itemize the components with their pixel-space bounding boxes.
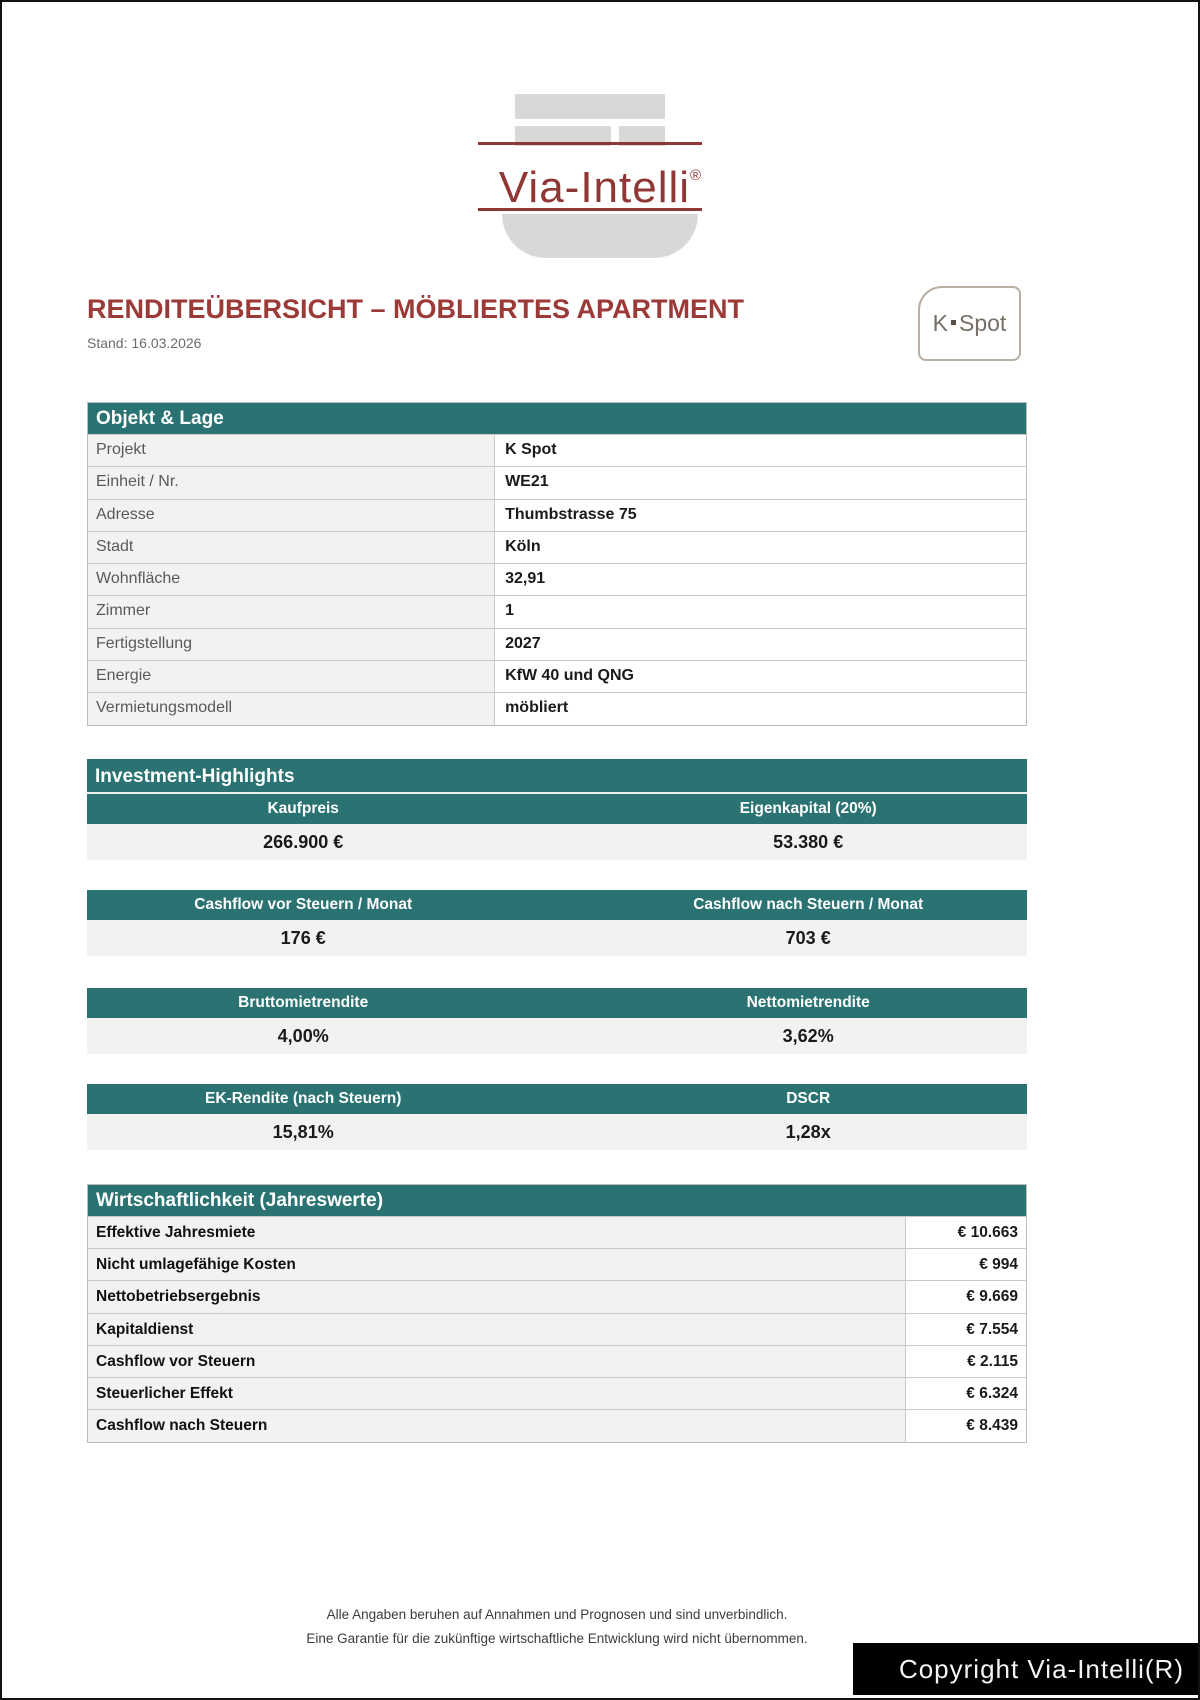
kspot-logo: [918, 286, 1021, 361]
table-row: [88, 628, 1026, 660]
row-value: € 994: [906, 1249, 1026, 1280]
table-row: [88, 1280, 1026, 1312]
row-label: Steuerlicher Effekt: [88, 1378, 906, 1409]
disclaimer-line2: Eine Garantie für die zukünftige wirtschaftliche Entwicklung wird nicht übernommen.: [306, 1630, 808, 1646]
metric-pair-values: [87, 824, 1027, 860]
logo-wordmark: [440, 146, 760, 218]
row-value: KfW 40 und QNG: [495, 661, 1026, 692]
row-label: Nicht umlagefähige Kosten: [88, 1249, 906, 1280]
metric-label: Kaufpreis: [267, 799, 339, 817]
metric-value: 266.900 €: [263, 831, 344, 852]
row-label: Kapitaldienst: [88, 1314, 906, 1345]
metric-pair-header: [87, 794, 1027, 824]
row-label: Energie: [88, 661, 495, 692]
row-value: € 10.663: [906, 1217, 1026, 1248]
logo-name: Via-Intelli: [498, 163, 691, 212]
row-value: € 7.554: [906, 1314, 1026, 1345]
table-row: [88, 1409, 1026, 1441]
logo-masonry-block: [592, 214, 668, 242]
logo-masonry-block: [520, 214, 584, 242]
copyright-bar: Copyright Via-Intelli(R): [853, 1643, 1198, 1695]
via-intelli-logo: [440, 90, 760, 258]
metric-label: DSCR: [786, 1089, 831, 1107]
row-label: Zimmer: [88, 596, 495, 627]
row-label: Projekt: [88, 435, 495, 466]
table-row: [88, 595, 1026, 627]
metric-value: 3,62%: [782, 1025, 834, 1046]
registered-mark: ®: [690, 167, 702, 184]
metric-pair-header: [87, 890, 1027, 920]
title-column: [87, 286, 744, 351]
row-value: € 9.669: [906, 1281, 1026, 1312]
metric-value: 176 €: [280, 927, 326, 948]
cashflow-block: [87, 890, 1027, 956]
table-row: [88, 1345, 1026, 1377]
row-value: Köln: [495, 532, 1026, 563]
table-row: [88, 1313, 1026, 1345]
row-value: € 6.324: [906, 1378, 1026, 1409]
metric-value: 4,00%: [277, 1025, 329, 1046]
row-label: Einheit / Nr.: [88, 467, 495, 498]
row-value: Thumbstrasse 75: [495, 500, 1026, 531]
wirtschaftlichkeit-header: Wirtschaftlichkeit (Jahreswerte): [88, 1185, 1026, 1216]
table-row: [88, 563, 1026, 595]
metric-label: Nettomietrendite: [746, 993, 870, 1011]
row-label: Effektive Jahresmiete: [88, 1217, 906, 1248]
row-label: Cashflow nach Steuern: [88, 1410, 906, 1441]
row-label: Adresse: [88, 500, 495, 531]
table-row: [88, 660, 1026, 692]
row-label: Cashflow vor Steuern: [88, 1346, 906, 1377]
header-row: [87, 286, 1021, 362]
metric-pair-values: [87, 920, 1027, 956]
investment-highlights-block: [87, 759, 1027, 860]
metric-label: Cashflow nach Steuern / Monat: [693, 895, 924, 913]
table-row: [88, 1377, 1026, 1409]
row-value: 2027: [495, 629, 1026, 660]
objekt-lage-table: [87, 402, 1027, 726]
table-row: [88, 692, 1026, 724]
table-row: [88, 1248, 1026, 1280]
investment-highlights-header: Investment-Highlights: [87, 759, 1027, 794]
table-row: [88, 1216, 1026, 1248]
row-value: € 2.115: [906, 1346, 1026, 1377]
row-value: WE21: [495, 467, 1026, 498]
metric-value: 53.380 €: [773, 831, 844, 852]
metric-value: 15,81%: [272, 1121, 334, 1142]
metric-label: Bruttomietrendite: [238, 993, 369, 1011]
row-value: 32,91: [495, 564, 1026, 595]
row-label: Fertigstellung: [88, 629, 495, 660]
table-row: [88, 434, 1026, 466]
metric-label: Eigenkapital (20%): [739, 799, 877, 817]
objekt-lage-header: Objekt & Lage: [88, 403, 1026, 434]
metric-pair-header: [87, 988, 1027, 1018]
table-row: [88, 466, 1026, 498]
content: [87, 402, 1027, 1651]
disclaimer-line1: Alle Angaben beruhen auf Annahmen und Prognosen und sind unverbindlich.: [326, 1606, 788, 1622]
kspot-k: K: [932, 310, 948, 336]
metric-value: 703 €: [785, 927, 831, 948]
row-value: K Spot: [495, 435, 1026, 466]
kspot-spot: Spot: [959, 310, 1007, 336]
kspot-dot-icon: [951, 320, 956, 325]
row-label: Vermietungsmodell: [88, 693, 495, 724]
row-value: 1: [495, 596, 1026, 627]
metric-value: 1,28x: [785, 1121, 831, 1142]
rendite-block: [87, 988, 1027, 1054]
row-label: Wohnfläche: [88, 564, 495, 595]
metric-pair-values: [87, 1114, 1027, 1150]
metric-label: Cashflow vor Steuern / Monat: [194, 895, 413, 913]
table-row: [88, 531, 1026, 563]
row-label: Nettobetriebsergebnis: [88, 1281, 906, 1312]
ek-rendite-block: [87, 1084, 1027, 1150]
logo-masonry-block: [515, 94, 665, 119]
row-value: € 8.439: [906, 1410, 1026, 1441]
row-label: Stadt: [88, 532, 495, 563]
page-title: RENDITEÜBERSICHT – MÖBLIERTES APARTMENT: [87, 294, 745, 324]
table-row: [88, 499, 1026, 531]
metric-label: EK-Rendite (nach Steuern): [205, 1089, 402, 1107]
wirtschaftlichkeit-table: [87, 1184, 1027, 1443]
logo-rule-top: [478, 142, 702, 145]
metric-pair-values: [87, 1018, 1027, 1054]
report-date: Stand: 16.03.2026: [87, 335, 202, 351]
metric-pair-header: [87, 1084, 1027, 1114]
row-value: möbliert: [495, 693, 1026, 724]
